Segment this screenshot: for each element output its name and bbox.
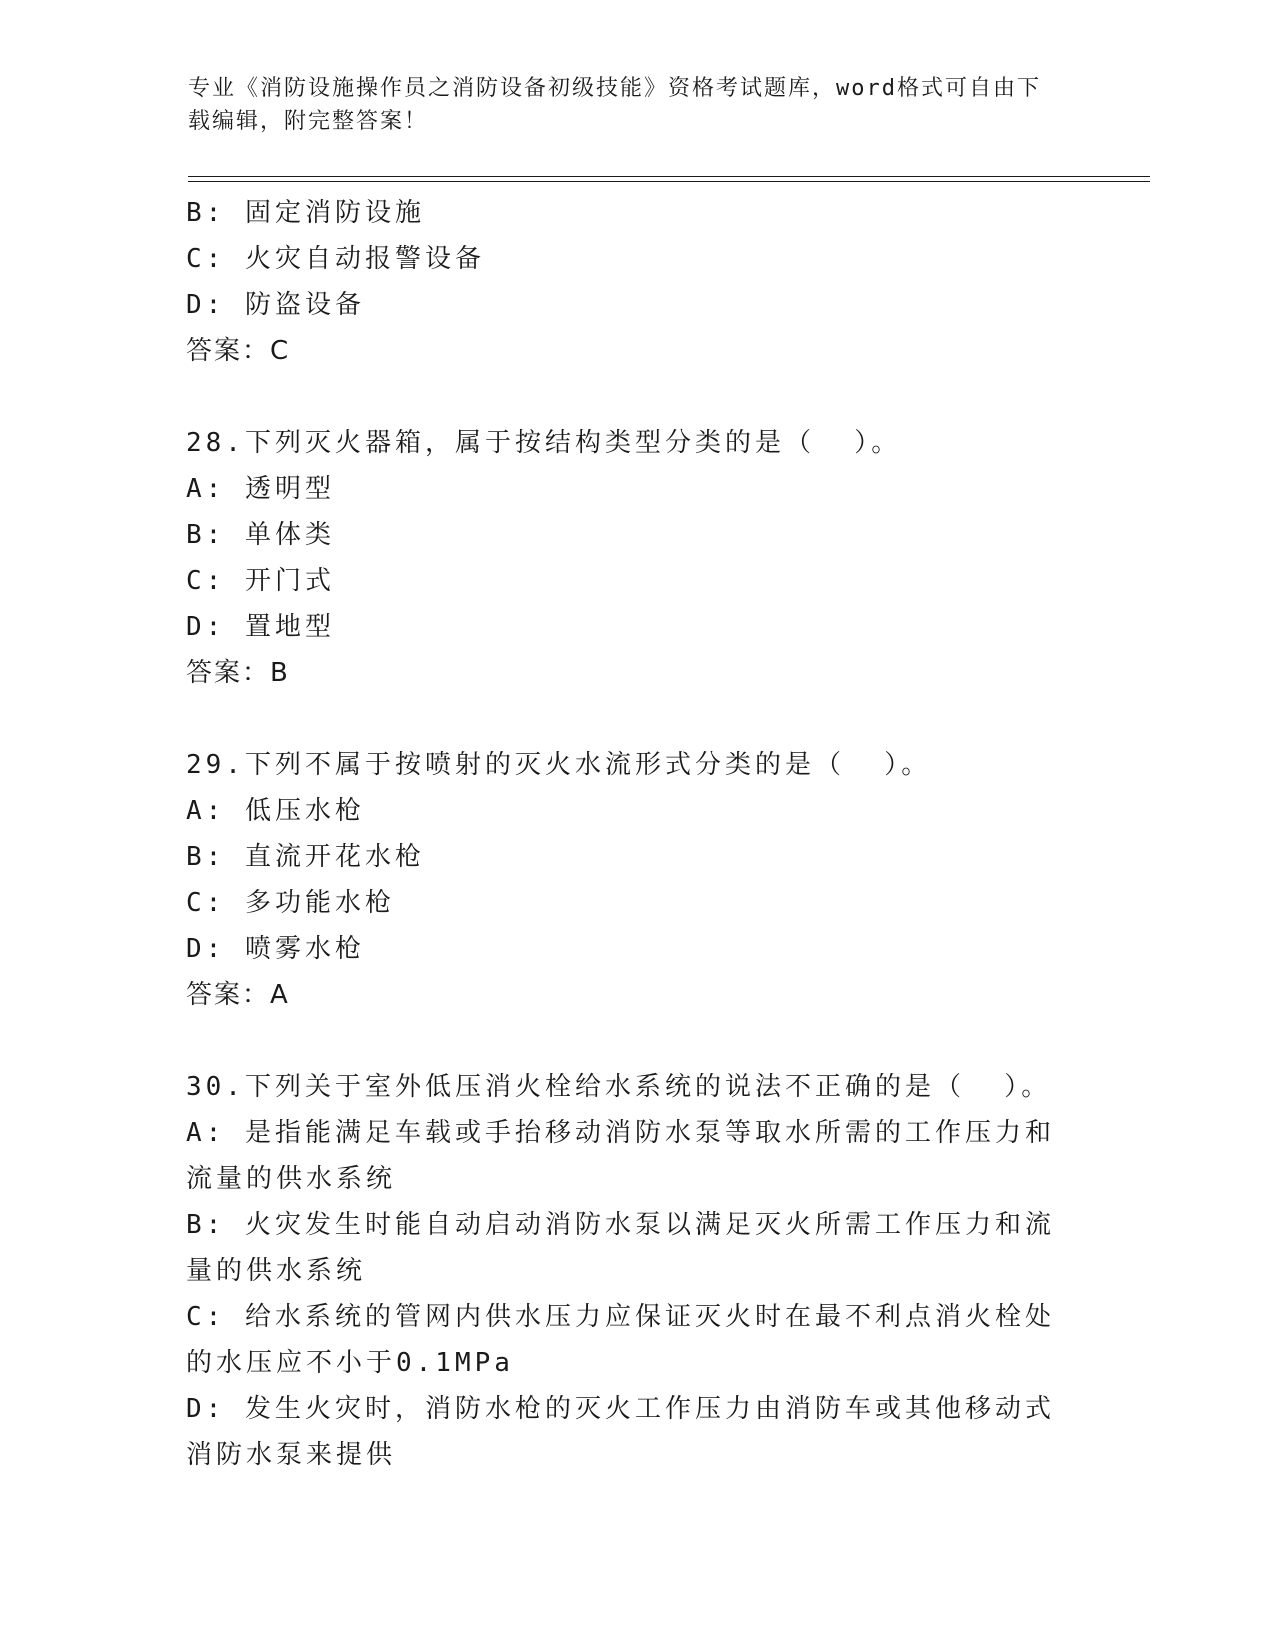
document-header bbox=[188, 72, 1068, 138]
question-text: 30.下列关于室外低压消火栓给水系统的说法不正确的是（ ）。 bbox=[186, 1072, 1052, 1102]
answer-line bbox=[186, 328, 1076, 374]
question-block-29 bbox=[186, 742, 1076, 1018]
header-rule-top bbox=[188, 176, 1150, 177]
question-block-30 bbox=[186, 1064, 1076, 1478]
option-b: B: 固定消防设施 bbox=[186, 198, 425, 228]
question-text: 29.下列不属于按喷射的灭火水流形式分类的是（ ）。 bbox=[186, 750, 932, 780]
answer-label: 答案： bbox=[186, 658, 271, 688]
question-block-28 bbox=[186, 420, 1076, 696]
answer-line bbox=[186, 972, 1076, 1018]
option-d: D: 防盗设备 bbox=[186, 290, 365, 320]
answer-value: C bbox=[270, 336, 291, 366]
option-b: B: 火灾发生时能自动启动消防水泵以满足灭火所需工作压力和流量的供水系统 bbox=[186, 1210, 1055, 1286]
option-c: C: 多功能水枪 bbox=[186, 888, 395, 918]
option-b: B: 单体类 bbox=[186, 520, 335, 550]
question-block-27 bbox=[186, 190, 1076, 374]
option-a: A: 透明型 bbox=[186, 474, 335, 504]
answer-label: 答案： bbox=[186, 336, 271, 366]
question-text: 28.下列灭火器箱，属于按结构类型分类的是（ ）。 bbox=[186, 428, 902, 458]
header-line-1: 专业《消防设施操作员之消防设备初级技能》资格考试题库，word格式可自由下 bbox=[188, 76, 1041, 101]
answer-label: 答案： bbox=[186, 980, 271, 1010]
option-d: D: 发生火灾时，消防水枪的灭火工作压力由消防车或其他移动式消防水泵来提供 bbox=[186, 1394, 1055, 1470]
answer-value: A bbox=[270, 980, 290, 1010]
question-content bbox=[186, 190, 1076, 1478]
header-rule-bottom bbox=[188, 181, 1150, 182]
answer-value: B bbox=[270, 658, 290, 688]
option-a: A: 是指能满足车载或手抬移动消防水泵等取水所需的工作压力和流量的供水系统 bbox=[186, 1118, 1055, 1194]
option-b: B: 直流开花水枪 bbox=[186, 842, 425, 872]
option-c: C: 给水系统的管网内供水压力应保证灭火时在最不利点消火栓处的水压应不小于0.1MPa bbox=[186, 1302, 1055, 1378]
header-line-2: 载编辑，附完整答案！ bbox=[188, 109, 429, 134]
option-c: C: 火灾自动报警设备 bbox=[186, 244, 485, 274]
answer-line bbox=[186, 650, 1076, 696]
option-a: A: 低压水枪 bbox=[186, 796, 365, 826]
option-d: D: 置地型 bbox=[186, 612, 335, 642]
option-c: C: 开门式 bbox=[186, 566, 335, 596]
option-d: D: 喷雾水枪 bbox=[186, 934, 365, 964]
